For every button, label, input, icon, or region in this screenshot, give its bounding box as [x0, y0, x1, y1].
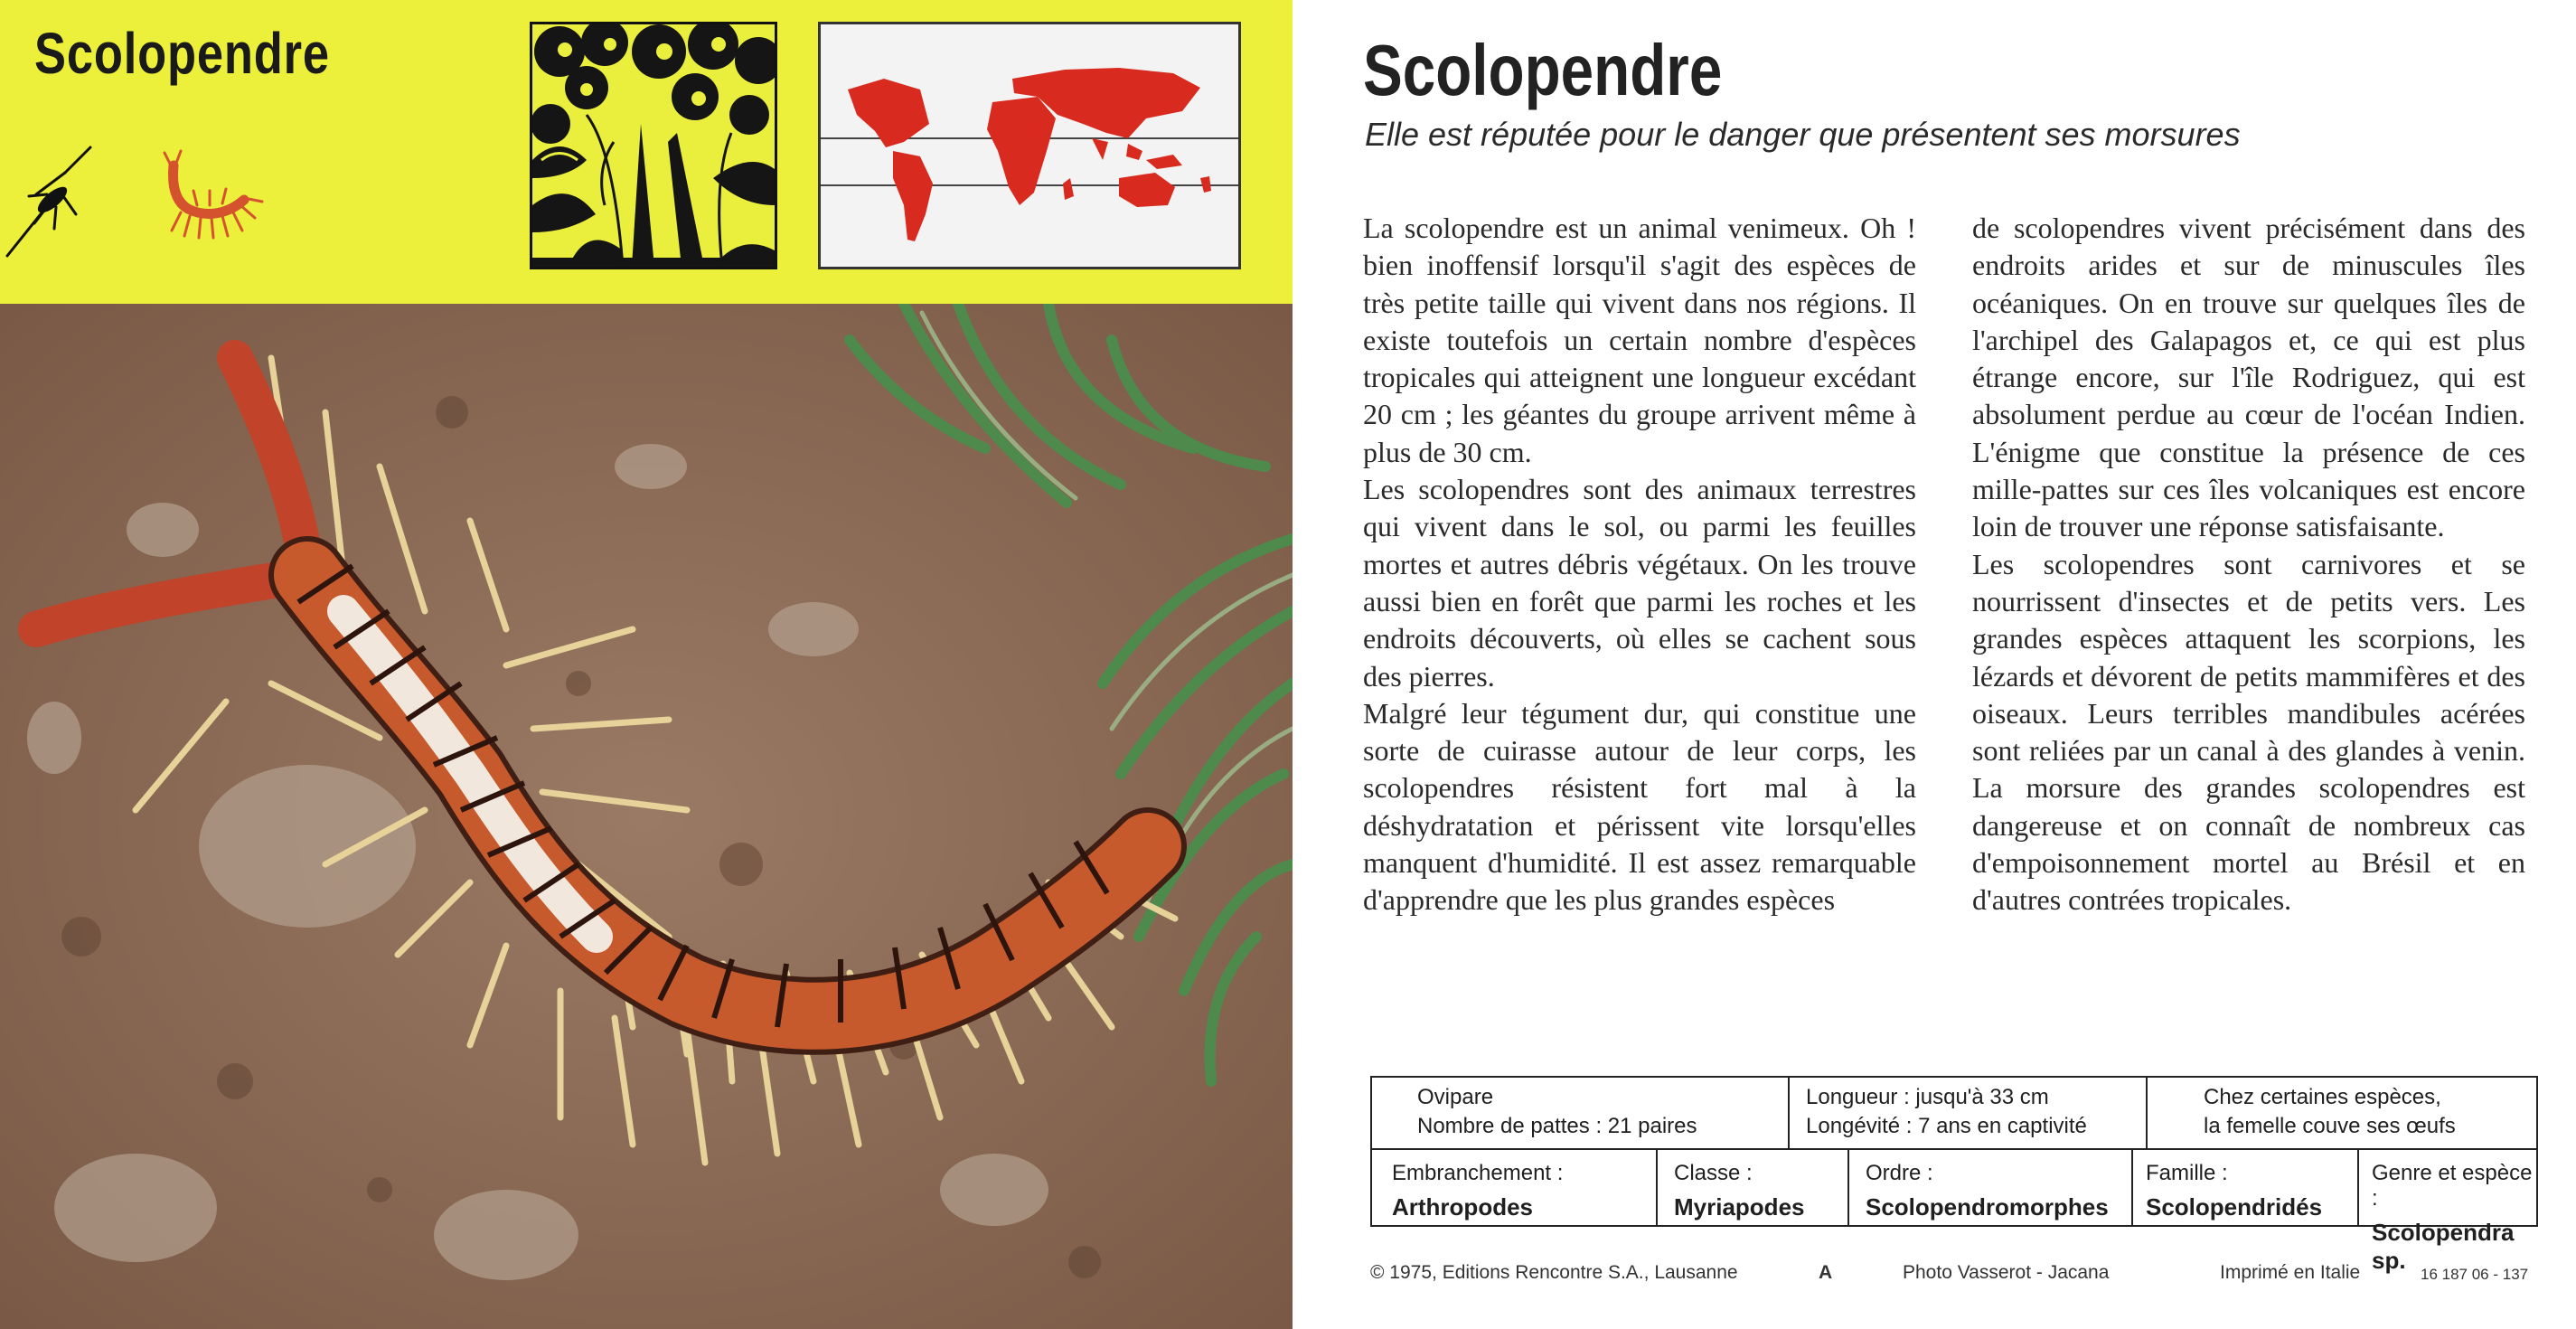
- card-header: [0, 0, 1293, 304]
- insect-icon: [0, 140, 99, 258]
- card-code: 16 187 06 - 137: [2421, 1266, 2529, 1283]
- paragraph: Malgré leur tégument dur, qui constitue une sorte de cuirasse autour de leur corps, les scolopendres résistent fort mal à la déshydratation et périssent vite lorsqu'elles manquent d'humidité. Il est assez remarquable d'apprendre que les plus grandes espèces: [1363, 696, 1916, 917]
- family-cell: Famille : Scolopendridés: [2146, 1161, 2323, 1221]
- paragraph: La scolopendre est un animal venimeux. Oh ! bien inoffensif lorsqu'il s'agit des espèces de très petite taille qui vivent dans nos régions. Il existe toutefois un certain nombre d'espèces tropicales qui atteignent une longueur excédant 20 cm ; les géantes du groupe arrivent même à plus de 30 cm.: [1363, 212, 1916, 468]
- phylum-cell: Embranchement : Arthropodes: [1392, 1161, 1564, 1221]
- reproduction-info: Ovipare Nombre de pattes : 21 paires: [1417, 1085, 1697, 1138]
- order-cell: Ordre : Scolopendromorphes: [1866, 1161, 2109, 1221]
- printed-in: Imprimé en Italie: [2220, 1262, 2361, 1283]
- paragraph: Les scolopendres sont carnivores et se nourrissent d'insectes et de petits vers. Les grandes espèces attaquent les scorpions, les lézards et dévorent de petits mammifères et des oiseaux. Leurs terribles mandibules acérées sont reliées par un canal à des glandes à venin. La morsure des grandes scolopendres est dangereuse et on connaît de nombreux cas d'empoisonnement mortel au Brésil et en d'autres contrées tropicales.: [1972, 547, 2525, 917]
- genus-cell: Genre et espèce : Scolopendra sp.: [2372, 1161, 2533, 1274]
- brood-info: Chez certaines espèces, la femelle couve ses œufs: [2204, 1085, 2456, 1138]
- article-subtitle: Elle est réputée pour le danger que présentent ses morsures: [1365, 116, 2241, 153]
- class-cell: Classe : Myriapodes: [1674, 1161, 1805, 1221]
- edition-letter: A: [1819, 1262, 1833, 1283]
- paragraph: de scolopendres vivent précisément dans des endroits arides et sur de minuscules îles océaniques. On en trouve sur quelques îles de l'archipel des Galapagos et, ce qui est plus étrange encore, sur l'île Rodriguez, qui est absolument perdue au cœur de l'océan Indien. L'énigme que constitue la présence de ces mille-pattes sur ces îles volcaniques est encore loin de trouver une réponse satisfaisante.: [1972, 212, 2525, 543]
- centipede-icon: [154, 149, 271, 249]
- world-map-icon: [821, 24, 1238, 267]
- centipede-photo: [0, 304, 1293, 1329]
- body-column-right: [1972, 210, 2525, 919]
- paragraph: Les scolopendres sont des animaux terrestres qui vivent dans le sol, ou parmi les feuilles mortes et autres débris végétaux. On les trouve aussi bien en forêt que parmi les roches et les endroits découverts, où elles se cachent sous des pierres.: [1363, 473, 1916, 693]
- card-title: Scolopendre: [34, 21, 330, 86]
- article-title: Scolopendre: [1363, 30, 1723, 110]
- distribution-map: [818, 22, 1241, 269]
- habitat-pictogram: [530, 22, 777, 269]
- right-card: [1293, 0, 2576, 1329]
- body-column-left: [1363, 210, 1916, 919]
- size-info: Longueur : jusqu'à 33 cm Longévité : 7 ans en captivité: [1806, 1085, 2087, 1138]
- photo-credit: Photo Vasserot - Jacana: [1903, 1262, 2110, 1283]
- copyright-text: © 1975, Editions Rencontre S.A., Lausanne: [1370, 1262, 1738, 1283]
- habitat-forest-icon: [532, 24, 775, 267]
